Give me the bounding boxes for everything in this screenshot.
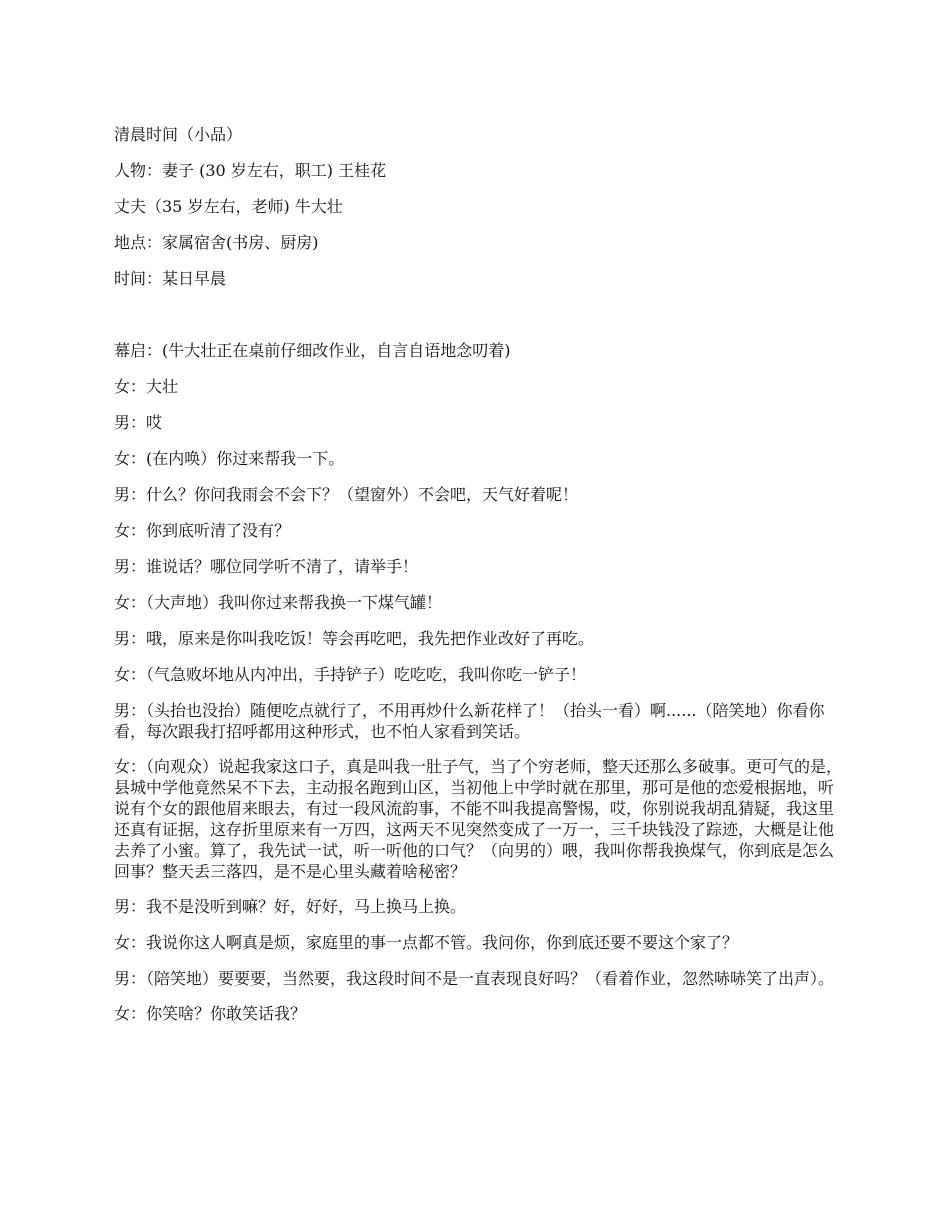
dialogue-line: 男：哎 [114, 413, 163, 432]
dialogue-line: 男：什么？你问我雨会不会下？（望窗外）不会吧，天气好着呢！ [114, 485, 579, 504]
dialogue-paragraph: 男：（陪笑地）要要要，当然要，我这段时间不是一直表现良好吗？（看着作业，忽然哧哧笑了出声）。 [114, 969, 835, 988]
dialogue-line: 女：（气急败坏地从内冲出，手持铲子）吃吃吃，我叫你吃一铲子！ [114, 665, 587, 684]
setting-location: 地点：家属宿舍(书房、厨房) [114, 233, 319, 252]
dialogue-line: 男：哦，原来是你叫我吃饭！等会再吃吧，我先把作业改好了再吃。 [114, 629, 595, 648]
dialogue-line: 女：大壮 [114, 377, 179, 396]
dialogue-line: 男：我不是没听到嘛？好，好好，马上换马上换。 [114, 897, 467, 916]
dialogue-line: 女：你到底听清了没有？ [114, 521, 291, 540]
character-wife: 人物：妻子 (30 岁左右，职工) 王桂花 [114, 161, 387, 180]
section-spacer [114, 304, 842, 340]
dialogue-line: 女：（大声地）我叫你过来帮我换一下煤气罐！ [114, 593, 443, 612]
stage-direction-opening: 幕启：(牛大壮正在桌前仔细改作业，自言自语地念叨着) [114, 341, 511, 360]
dialogue-line: 女：我说你这人啊真是烦，家庭里的事一点都不管。我问你，你到底还要不要这个家了？ [114, 933, 739, 952]
dialogue-line: 女：你笑啥？你敢笑话我？ [114, 1004, 307, 1023]
play-title: 清晨时间（小品） [114, 125, 243, 144]
document-page [114, 124, 842, 1039]
dialogue-paragraph: 男：（头抬也没抬）随便吃点就行了，不用再炒什么新花样了！（抬头一看）啊......（陪笑地）你看你看，每次跟我打招呼都用这种形式，也不怕人家看到笑话。 [114, 701, 825, 741]
dialogue-line: 女：(在内唤）你过来帮我一下。 [114, 449, 345, 468]
setting-time: 时间：某日早晨 [114, 269, 227, 288]
dialogue-monologue: 女：（向观众）说起我家这口子，真是叫我一肚子气，当了个穷老师，整天还那么多破事。更可气的是，县城中学他竟然呆不下去，主动报名跑到山区，当初他上中学时就在那里，那可是他的恋爱根据地，听说有个女的跟他眉来眼去，有过一段风流韵事，不能不叫我提高警惕，哎，你别说我胡乱猜疑，我这里还真有证据，这存折里原来有一万四，这两天不见突然变成了一万一，三千块钱没了踪迹，大概是让他去养了小蜜。算了，我先试一试，听一听他的口气？（向男的）喂，我叫你帮我换煤气，你到底是怎么回事？整天丢三落四，是不是心里头藏着啥秘密？ [114, 757, 843, 881]
character-husband: 丈夫（35 岁左右，老师) 牛大壮 [114, 197, 343, 216]
dialogue-line: 男：谁说话？哪位同学听不清了，请举手！ [114, 557, 419, 576]
